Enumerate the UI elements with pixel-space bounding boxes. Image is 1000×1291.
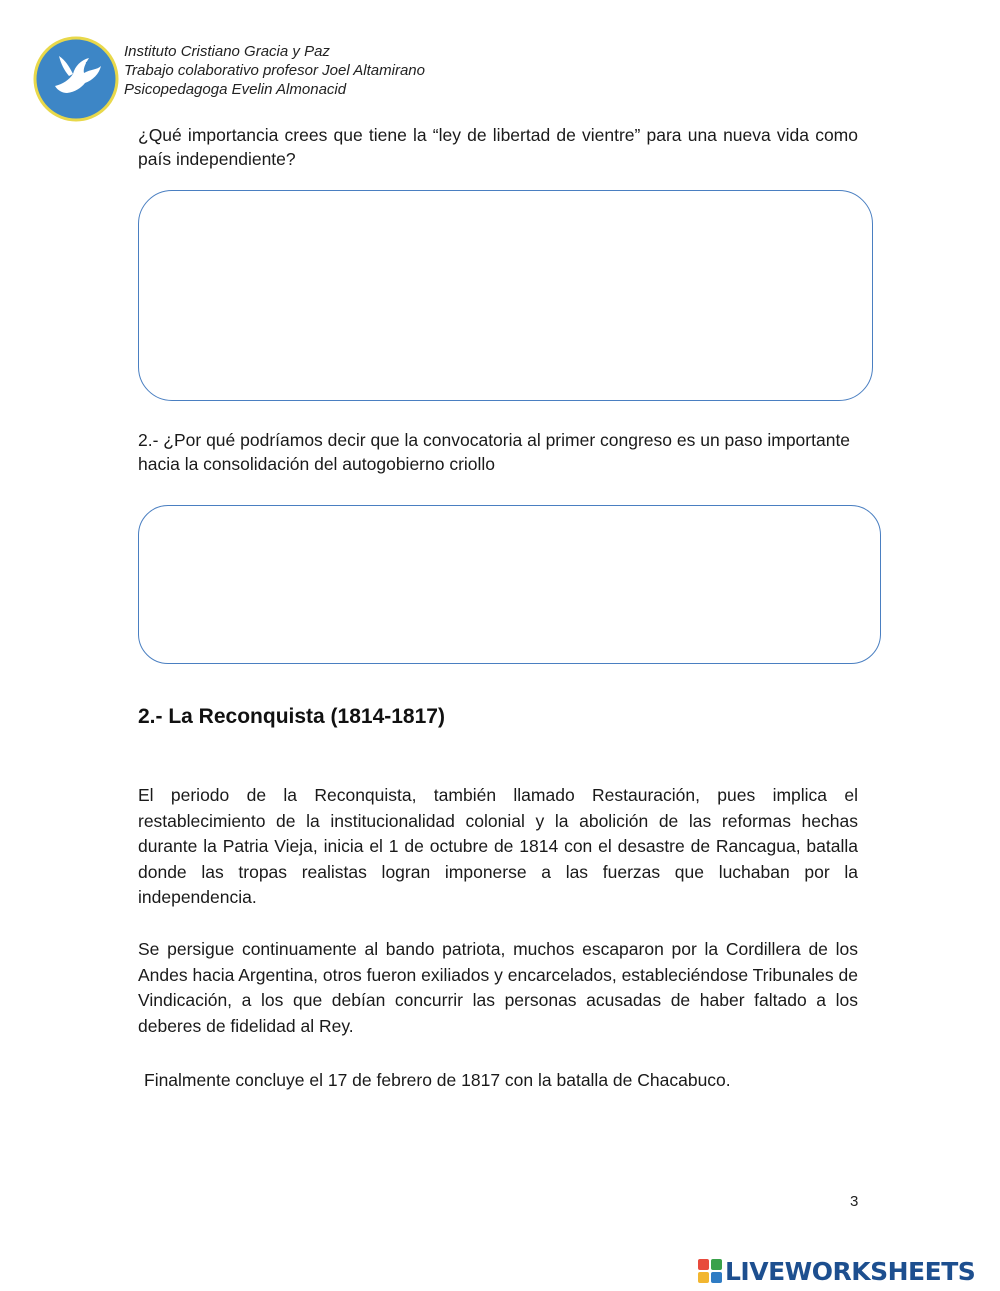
liveworksheets-watermark bbox=[698, 1257, 975, 1285]
header-info bbox=[124, 42, 425, 99]
question-2: 2.- ¿Por qué podríamos decir que la convocatoria al primer congreso es un paso importante hacia la consolidación del autogobierno criollo bbox=[138, 430, 851, 474]
psychopedagogue-credit: Psicopedagoga Evelin Almonacid bbox=[124, 81, 347, 98]
page-number: 3 bbox=[850, 1193, 859, 1210]
paragraph-2: Se persigue continuamente al bando patriota, muchos escaparon por la Cordillera de los Andes hacia Argentina, otros fueron exiliados y encarcelados, estableciéndose Tribunales de Vindicación, a los que debían concurrir las personas acusadas de haber faltado a los deberes de fidelidad al Rey. bbox=[138, 939, 858, 1036]
school-name: Instituto Cristiano Gracia y Paz bbox=[124, 43, 330, 60]
question-1: ¿Qué importancia crees que tiene la “ley de libertad de vientre” para una nueva vida como país independiente? bbox=[138, 125, 858, 169]
school-logo-dove-icon bbox=[33, 36, 119, 122]
paragraph-3: Finalmente concluye el 17 de febrero de 1817 con la batalla de Chacabuco. bbox=[144, 1070, 731, 1090]
section-title: 2.- La Reconquista (1814-1817) bbox=[138, 705, 445, 728]
liveworksheets-logo-icon bbox=[698, 1259, 722, 1283]
watermark-text: LIVEWORKSHEETS bbox=[725, 1256, 976, 1286]
teacher-credit: Trabajo colaborativo profesor Joel Altamirano bbox=[124, 62, 425, 79]
paragraph-1: El periodo de la Reconquista, también llamado Restauración, pues implica el restablecimiento de la institucionalidad colonial y la abolición de las reformas hechas durante la Patria Vieja, inicia el 1 de octubre de 1814 con el desastre de Rancagua, batalla donde las tropas realistas logran imponerse a las fuerzas que luchaban por la independencia. bbox=[138, 785, 858, 908]
answer-box-1[interactable] bbox=[138, 190, 873, 401]
answer-box-2[interactable] bbox=[138, 505, 881, 664]
